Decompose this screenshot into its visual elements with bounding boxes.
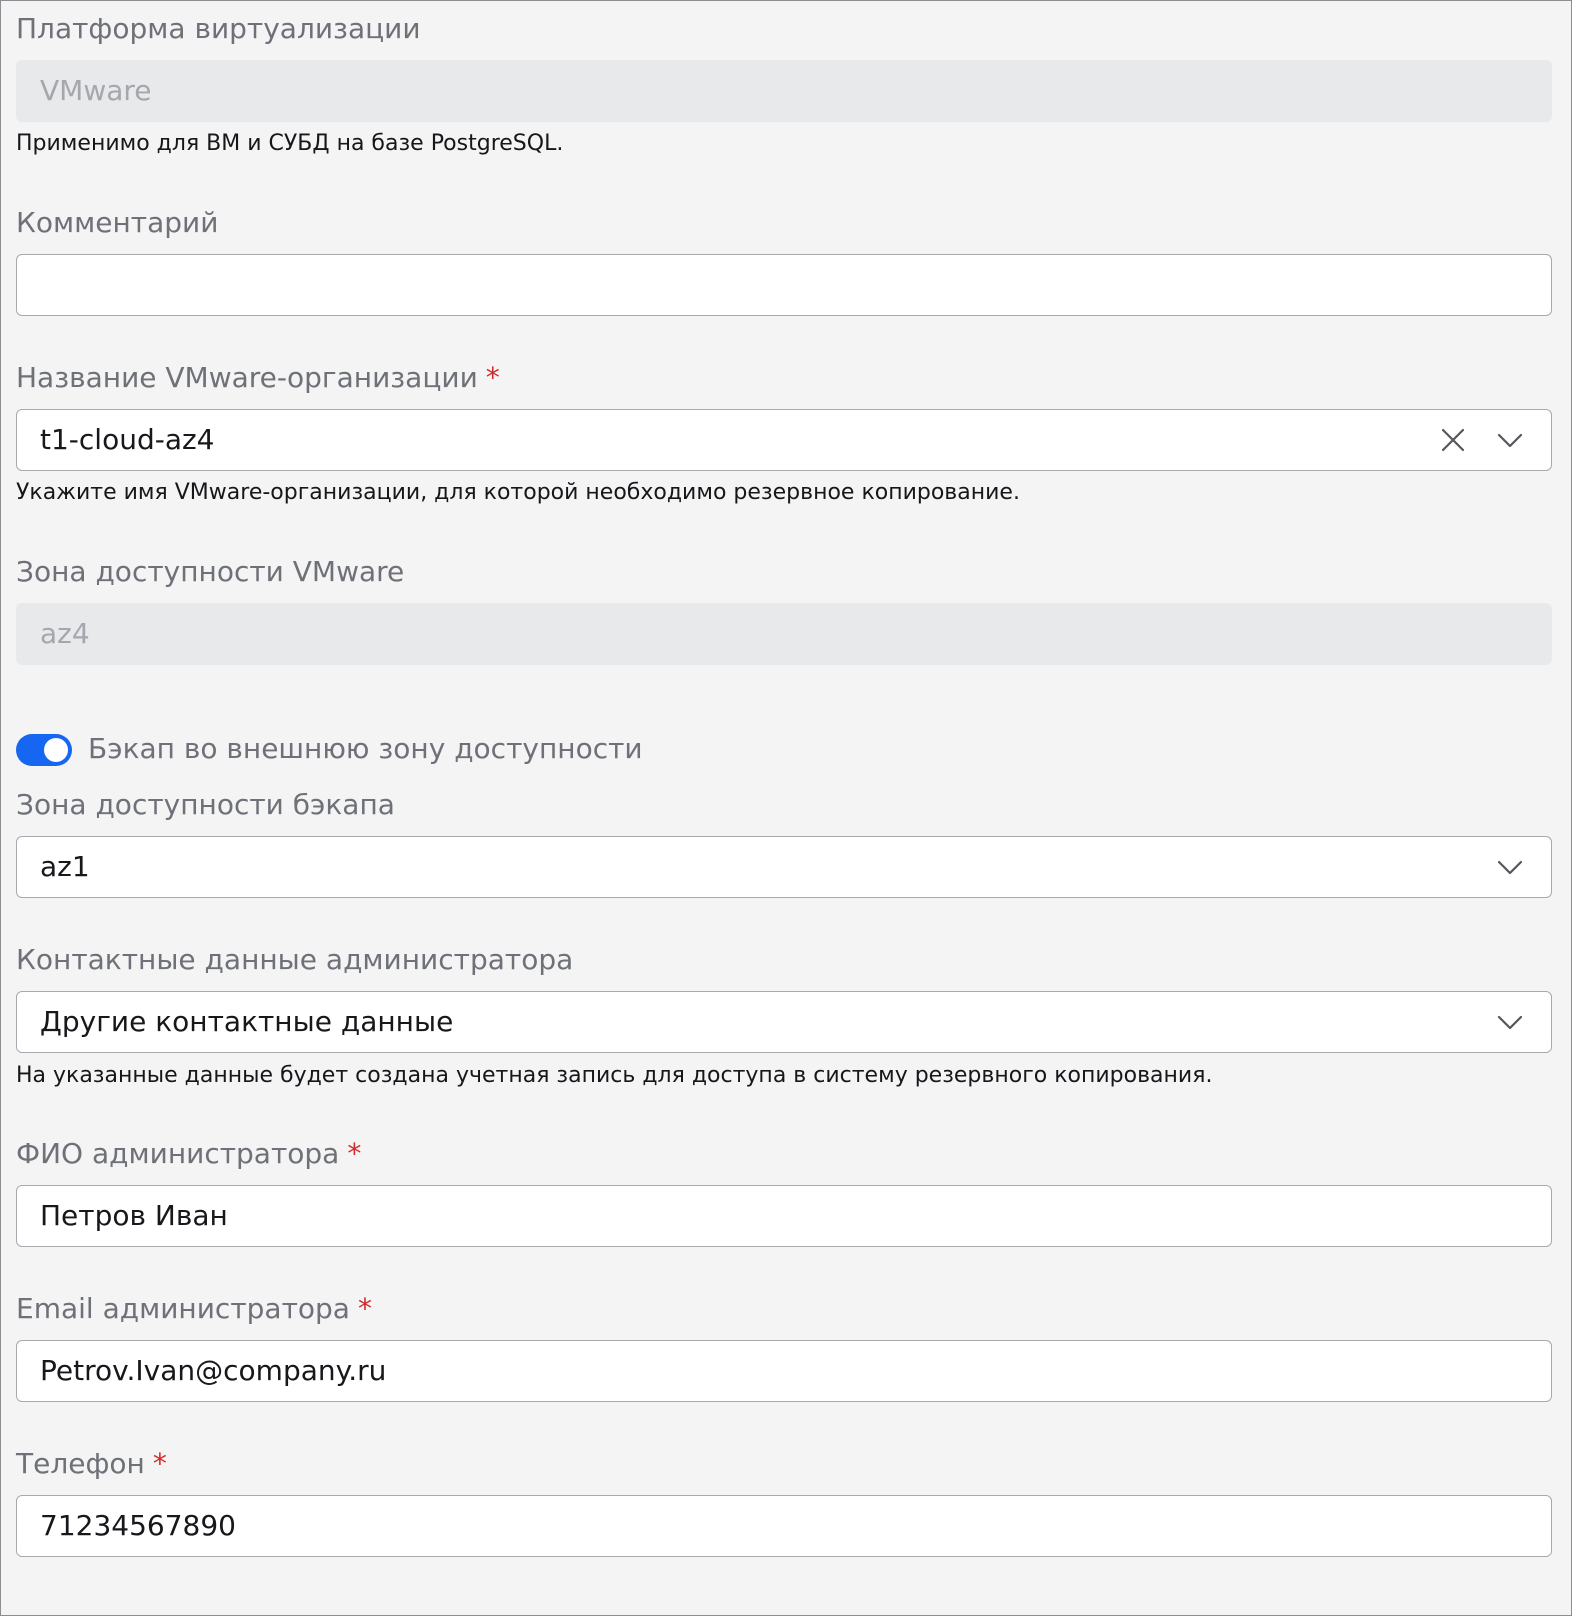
required-mark: * xyxy=(357,1292,372,1325)
platform-hint: Применимо для ВМ и СУБД на базе PostgreSQL. xyxy=(16,131,564,156)
platform-value: VMware xyxy=(40,74,152,107)
admin-email-value: Petrov.Ivan@company.ru xyxy=(40,1354,387,1387)
toggle-knob xyxy=(44,738,68,762)
admin-email-label: Email администратора * xyxy=(16,1292,372,1325)
admin-email-input[interactable] xyxy=(16,1340,1552,1402)
admin-contacts-select[interactable] xyxy=(16,991,1552,1053)
comment-label: Комментарий xyxy=(16,206,219,239)
phone-input[interactable] xyxy=(16,1495,1552,1557)
backup-zone-select[interactable] xyxy=(16,836,1552,898)
required-mark: * xyxy=(347,1137,362,1170)
org-name-value: t1-cloud-az4 xyxy=(40,423,215,456)
org-name-select[interactable] xyxy=(16,409,1552,471)
admin-contacts-hint: На указанные данные будет создана учетная запись для доступа в систему резервного копирования. xyxy=(16,1063,1213,1088)
backup-zone-value: az1 xyxy=(40,850,90,883)
admin-contacts-label: Контактные данные администратора xyxy=(16,943,574,976)
chevron-down-icon[interactable] xyxy=(1495,1007,1525,1037)
org-name-hint: Укажите имя VMware-организации, для которой необходимо резервное копирование. xyxy=(16,480,1020,505)
admin-name-input[interactable] xyxy=(16,1185,1552,1247)
external-backup-toggle[interactable] xyxy=(16,734,72,766)
vmware-zone-field xyxy=(16,603,1552,665)
comment-input[interactable] xyxy=(16,254,1552,316)
platform-field xyxy=(16,60,1552,122)
backup-zone-label: Зона доступности бэкапа xyxy=(16,788,395,821)
vmware-zone-value: az4 xyxy=(40,617,90,650)
platform-label: Платформа виртуализации xyxy=(16,12,421,45)
required-mark: * xyxy=(152,1447,167,1480)
org-name-label: Название VMware-организации * xyxy=(16,361,500,394)
phone-label: Телефон * xyxy=(16,1447,167,1480)
admin-contacts-value: Другие контактные данные xyxy=(40,1005,454,1038)
close-icon[interactable] xyxy=(1438,425,1468,455)
required-mark: * xyxy=(485,361,500,394)
chevron-down-icon[interactable] xyxy=(1495,852,1525,882)
admin-name-value: Петров Иван xyxy=(40,1199,228,1232)
admin-name-label: ФИО администратора * xyxy=(16,1137,362,1170)
chevron-down-icon[interactable] xyxy=(1495,425,1525,455)
external-backup-label: Бэкап во внешнюю зону доступности xyxy=(88,732,643,765)
vmware-zone-label: Зона доступности VMware xyxy=(16,555,405,588)
phone-value: 71234567890 xyxy=(40,1509,236,1542)
